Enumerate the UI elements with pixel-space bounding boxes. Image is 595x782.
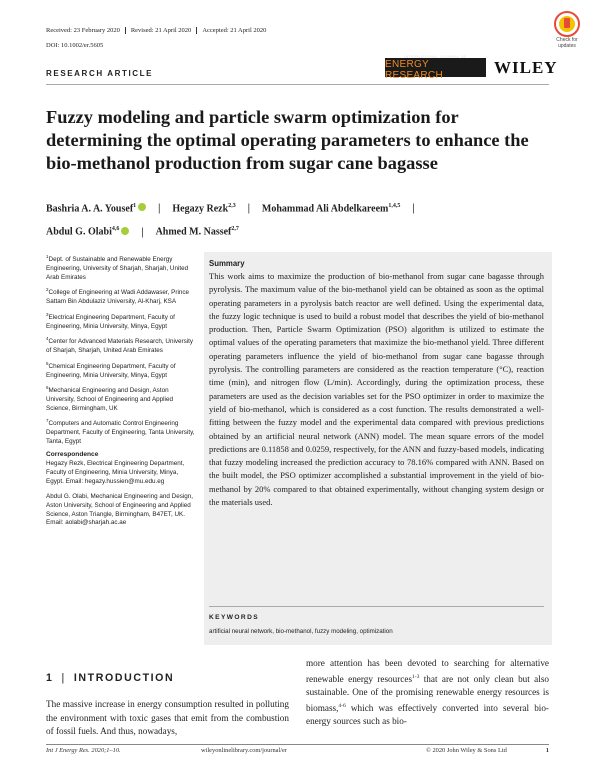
check-for-updates-badge[interactable] [549, 11, 585, 51]
affiliation-number: 5 [46, 360, 49, 366]
author-name[interactable]: Bashria A. A. Yousef [46, 203, 134, 215]
affiliation-number: 1 [46, 254, 49, 259]
keywords-divider [209, 606, 544, 607]
body-text: more attention has been devoted to searching for alternative renewable energy resources [306, 658, 549, 684]
affiliation [46, 286, 196, 307]
affiliation-number: 2 [46, 287, 49, 293]
revised-date: Revised: 21 April 2020 [126, 27, 197, 34]
affiliation-number: 3 [46, 311, 49, 317]
affiliation [46, 360, 196, 381]
affiliation-number: 4 [46, 336, 49, 342]
received-date: Received: 23 February 2020 [46, 27, 126, 34]
affiliation-text: Dept. of Sustainable and Renewable Energy Engineering, University of Sharjah, Sharjah, United Arab Emirates [46, 256, 189, 281]
author-affil: 4,6 [111, 226, 120, 233]
journal-logo [385, 54, 486, 81]
author-affil: 1,4,5 [388, 203, 401, 209]
author-separator: | [247, 203, 250, 215]
article-dates [46, 27, 271, 34]
journal-citation: Int J Energy Res. 2020;1–10. [46, 747, 121, 754]
affiliation-text: Computers and Automatic Control Engineering Department, Faculty of Engineering, Tanta University, Tanta, Egypt [46, 420, 195, 446]
doi[interactable]: DOI: 10.1002/er.5605 [46, 42, 104, 49]
section-number: 1 [46, 672, 54, 684]
citation-link[interactable]: 1-3 [412, 673, 420, 680]
body-text-left: The massive increase in energy consumption resulted in polluting the environment with toxic gases that emit from the combustion of fossil fuels. And thus, nowadays, [46, 699, 289, 736]
section-heading [46, 672, 174, 684]
affiliation-text: Center for Advanced Materials Research, University of Sharjah, Sharjah, United Arab Emirates [46, 338, 194, 355]
author-name[interactable]: Ahmed M. Nassef [155, 226, 232, 238]
paper-title: Fuzzy modeling and particle swarm optimization for determining the optimal operating parameters to enhance the bio-methanol production from sugar cane bagasse [46, 107, 529, 173]
summary-heading: Summary [209, 259, 245, 268]
author-list [46, 196, 556, 243]
affiliation [46, 417, 196, 447]
author-name[interactable]: Mohammad Ali Abdelkareem [261, 203, 389, 215]
crossmark-icon [554, 11, 580, 37]
author-name[interactable]: Hegazy Rezk [172, 203, 229, 215]
affiliation-text: Chemical Engineering Department, Faculty of Engineering, Minia University, Minya, Egypt [46, 362, 176, 379]
accepted-date: Accepted: 21 April 2020 [202, 27, 267, 34]
journal-logo-main: ENERGY RESEARCH [385, 58, 443, 81]
keywords-heading: KEYWORDS [209, 614, 260, 621]
author-affil: 2,7 [231, 226, 239, 233]
affiliation [46, 335, 196, 356]
section-title: INTRODUCTION [73, 672, 175, 684]
affiliation-text: Electrical Engineering Department, Faculty of Engineering, Minia University, Minya, Egypt [46, 313, 175, 330]
keywords-text: artificial neural network, bio-methanol, fuzzy modeling, optimization [209, 628, 393, 635]
affiliation [46, 384, 196, 414]
crossmark-label: Check for updates [556, 37, 578, 49]
copyright: © 2020 John Wiley & Sons Ltd [426, 747, 507, 754]
affiliation-number: 6 [46, 384, 49, 390]
affiliation-text: College of Engineering at Wadi Addawaser, Prince Sattam Bin Abdulaziz University, Al-Kharj, KSA [46, 289, 189, 306]
affiliation-text: Mechanical Engineering and Design, Aston University, School of Engineering and Applied Science, Birmingham, UK [46, 387, 173, 412]
correspondence-entry: Hegazy Rezk, Electrical Engineering Department, Faculty of Engineering, Minia University, Minya, Egypt. Email: hegazy.hussien@mu.edu.eg [46, 459, 185, 485]
author-separator: | [158, 203, 161, 215]
affiliations [46, 253, 196, 534]
body-text: which was effectively converted into several bio-energy sources such as bio- [306, 702, 549, 727]
correspondence-entry: Abdul G. Olabi, Mechanical Engineering and Design, Aston University, School of Engineering and Applied Science, Aston Triangle, Birmingham, B47ET, UK. Email: aolabi@sharjah.ac.ae [46, 492, 194, 527]
author-separator: | [141, 226, 144, 238]
author-separator: | [412, 203, 415, 215]
header-divider [46, 84, 549, 85]
affiliation [46, 253, 196, 283]
affiliation [46, 311, 196, 332]
article-type: RESEARCH ARTICLE [46, 69, 154, 78]
citation-link[interactable]: 4-6 [338, 702, 346, 709]
body-text: that are not only clean but also sustainable. One of the promising renewable energy resources is biomass, [306, 673, 549, 713]
affiliation-number: 7 [46, 418, 49, 424]
orcid-icon[interactable] [138, 203, 146, 211]
author-name[interactable]: Abdul G. Olabi [46, 226, 112, 238]
publisher-logo: WILEY [494, 58, 558, 77]
footer-divider [46, 744, 549, 745]
page-number: 1 [545, 747, 549, 754]
author-affil: 1 [133, 203, 137, 209]
correspondence-heading: Correspondence [46, 451, 99, 459]
journal-logo-top: INTERNATIONAL JOURNAL OF [404, 54, 467, 59]
body-text-right [306, 657, 549, 729]
section-divider: | [61, 672, 66, 684]
journal-url[interactable]: wileyonlinelibrary.com/journal/er [201, 747, 288, 754]
summary-text: This work aims to maximize the production of bio-methanol from sugar cane bagasse through pyrolysis. The maximum value of the bio-methanol yield can be obtained as soon as the optimal operating parameters in a pyrolysis batch reactor are well defined. Using the experimental data, the fuzzy logic technique is used to build a robust model that describes the yield of bio-methanol production. Then, Particle Swarm Optimization (PSO) algorithm is utilized to estimate the optimal values of the operating parameters that maximize the bio-methanol yield. Three different operating parameters influence the yield of bio-methanol from sugar cane bagasse through pyrolysis. The controlling parameters are considered as the reaction temperature (°C), reaction time (min), and nitrogen flow (L/min). Accordingly, during the optimization process, these parameters are used as the decision variables set for the PSO optimizer in order to maximize the yield of bio-methanol, which is considered as a cost function. The results demonstrated a well-fitting between the fuzzy model and the experimental data compared with previous predictions obtained by an artificial neural network (ANN) model. The mean square errors of the model predictions are 0.11858 and 0.0259, respectively, for the ANN and fuzzy-based models, indicating that fuzzy modeling increased the prediction accuracy to 78.16% compared with ANN. Based on the built model, the PSO optimizer accomplished a substantial improvement in the yield of bio-methanol by 20% compared to that obtained experimentally, without changing system design or the materials used. [209, 271, 544, 508]
author-affil: 2,3 [228, 203, 236, 209]
